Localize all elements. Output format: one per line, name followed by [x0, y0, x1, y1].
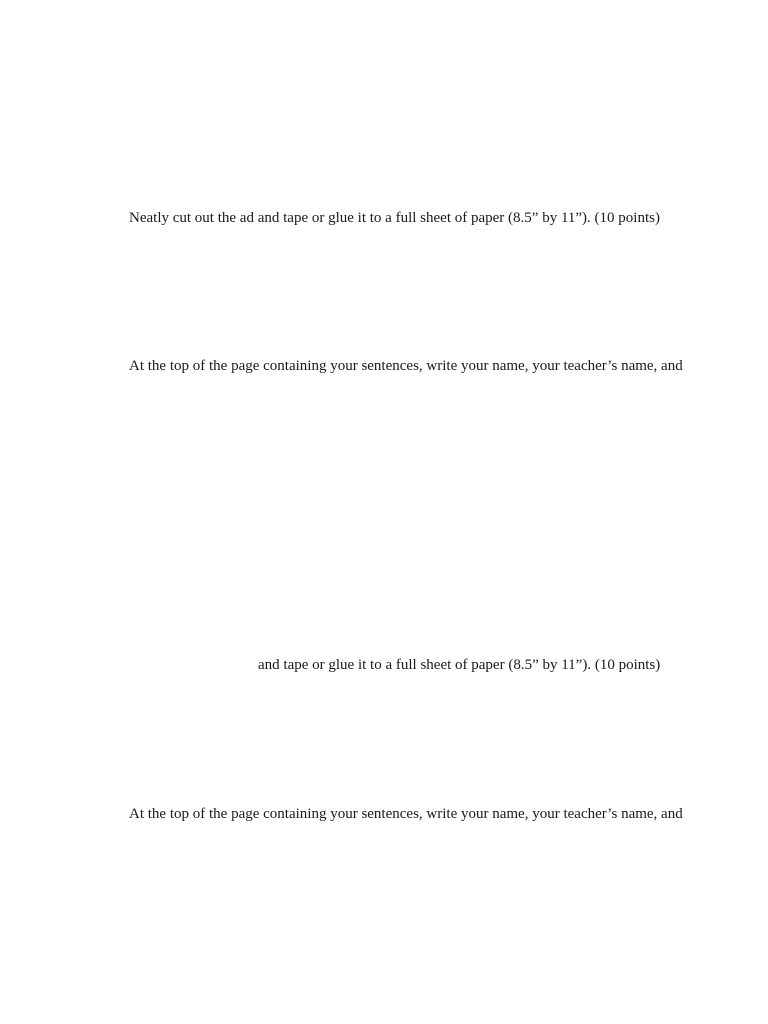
- instruction-line-tape-or-glue: and tape or glue it to a full sheet of paper (8.5” by 11”). (10 points): [258, 657, 661, 673]
- instruction-line-top-of-page-repeat: At the top of the page containing your sentences, write your name, your teacher’s name, and: [129, 806, 683, 822]
- instruction-line-cut-out-ad: Neatly cut out the ad and tape or glue it to a full sheet of paper (8.5” by 11”). (10 points): [129, 210, 660, 226]
- instruction-line-top-of-page: At the top of the page containing your sentences, write your name, your teacher’s name, and: [129, 358, 683, 374]
